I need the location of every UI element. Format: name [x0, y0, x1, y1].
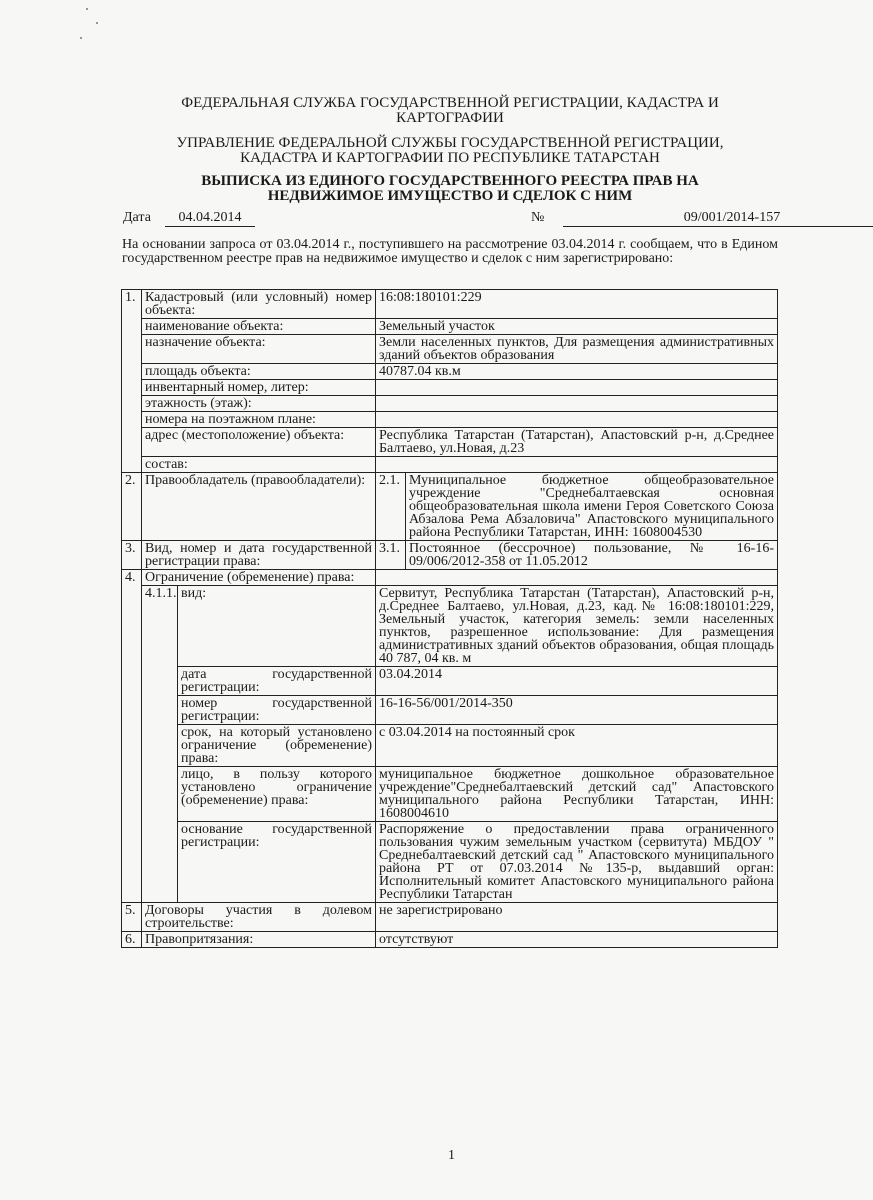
encumbrance-regnum-label: номер государственной регистрации: — [178, 696, 376, 725]
encumbrance-type-value: Сервитут, Республика Татарстан (Татарстан), Апастовский р-н, д.Среднее Балтаево, ул.Новая, д.23, кад.№ 16:08:180101:229, Земельный участок, категория земель: земли населенных пунктов, разрешенное использование: Для размещения административных зданий объектов образования, общая площадь 40 787, 04 кв. м — [376, 586, 778, 667]
composition-label: состав: — [142, 457, 376, 473]
encumbrance-date-value: 03.04.2014 — [376, 667, 778, 696]
claims-label: Правопритязания: — [142, 932, 376, 948]
row-encumbrance-regnum — [122, 696, 778, 725]
floors-label: этажность (этаж): — [142, 396, 376, 412]
sub-number: 3.1. — [376, 541, 406, 570]
section-number: 1. — [122, 290, 142, 473]
document-title: ВЫПИСКА ИЗ ЕДИНОГО ГОСУДАРСТВЕННОГО РЕЕСТРА ПРАВ НА НЕДВИЖИМОЕ ИМУЩЕСТВО И СДЕЛОК С НИМ — [201, 173, 699, 204]
encumbrance-type-label: вид: — [178, 586, 376, 667]
registry-table — [121, 289, 778, 948]
intro-paragraph: На основании запроса от 03.04.2014 г., поступившего на рассмотрение 03.04.2014 г. сообщаем, что в Едином государственном реестре прав на недвижимое имущество и сделок с ним зарегистрировано: — [122, 237, 778, 266]
encumbrance-label: Ограничение (обременение) права: — [142, 570, 376, 586]
right-registration-label: Вид, номер и дата государственной регистрации права: — [142, 541, 376, 570]
floor-plan-label: номера на поэтажном плане: — [142, 412, 376, 428]
section-number: 3. — [122, 541, 142, 570]
section-number: 5. — [122, 903, 142, 932]
object-name-label: наименование объекта: — [142, 319, 376, 335]
right-holder-label: Правообладатель (правообладатели): — [142, 473, 376, 541]
encumbrance-term-value: с 03.04.2014 на постоянный срок — [376, 725, 778, 767]
right-registration-value: Постоянное (бессрочное) пользование, № 16-16-09/006/2012-358 от 11.05.2012 — [406, 541, 778, 570]
cadastral-value: 16:08:180101:229 — [376, 290, 778, 319]
row-inventory-number — [122, 380, 778, 396]
object-area-label: площадь объекта: — [142, 364, 376, 380]
right-holder-value: Муниципальное бюджетное общеобразовательное учреждение "Среднебалтаевская основная общеобразовательная школа имени Героя Советского Союза Абзалова Рема Абзаловича" Апастовского муниципального района Республики Татарстан, ИНН: 1608004530 — [406, 473, 778, 541]
date-value: 04.04.2014 — [165, 210, 255, 227]
object-area-value: 40787.04 кв.м — [376, 364, 778, 380]
date-number-line — [123, 210, 781, 228]
row-shared-construction — [122, 903, 778, 932]
section-number: 4. — [122, 570, 142, 903]
floors-value — [376, 396, 778, 412]
inventory-value — [376, 380, 778, 396]
section-number: 6. — [122, 932, 142, 948]
number-value: 09/001/2014-157 — [563, 210, 873, 227]
object-name-value: Земельный участок — [376, 319, 778, 335]
row-encumbrance-type — [122, 586, 778, 667]
date-label: Дата — [123, 210, 151, 225]
scan-speck — [80, 37, 82, 39]
row-object-purpose — [122, 335, 778, 364]
office-name: УПРАВЛЕНИЕ ФЕДЕРАЛЬНОЙ СЛУЖБЫ ГОСУДАРСТВЕННОЙ РЕГИСТРАЦИИ, КАДАСТРА И КАРТОГРАФИИ ПО РЕСПУБЛИКЕ ТАТАРСТАН — [176, 135, 724, 166]
claims-value: отсутствуют — [376, 932, 778, 948]
row-claims — [122, 932, 778, 948]
sub-number: 2.1. — [376, 473, 406, 541]
row-cadastral-number — [122, 290, 778, 319]
object-purpose-value: Земли населенных пунктов, Для размещения административных зданий объектов образования — [376, 335, 778, 364]
row-encumbrance-date — [122, 667, 778, 696]
encumbrance-basis-label: основание государственной регистрации: — [178, 822, 376, 903]
cadastral-label: Кадастровый (или условный) номер объекта: — [142, 290, 376, 319]
address-value: Республика Татарстан (Татарстан), Апастовский р-н, д.Среднее Балтаево, ул.Новая, д.23 — [376, 428, 778, 457]
scan-speck — [96, 22, 98, 24]
row-composition — [122, 457, 778, 473]
encumbrance-regnum-value: 16-16-56/001/2014-350 — [376, 696, 778, 725]
address-label: адрес (местоположение) объекта: — [142, 428, 376, 457]
sub-number: 4.1.1. — [142, 586, 178, 903]
row-object-name — [122, 319, 778, 335]
floor-plan-value — [376, 412, 778, 428]
section-number: 2. — [122, 473, 142, 541]
page-number: 1 — [448, 1148, 455, 1163]
row-floors — [122, 396, 778, 412]
encumbrance-beneficiary-label: лицо, в пользу которого установлено ограничение (обременение) права: — [178, 767, 376, 822]
encumbrance-term-label: срок, на который установлено ограничение (обременение) права: — [178, 725, 376, 767]
encumbrance-beneficiary-value: муниципальное бюджетное дошкольное образовательное учреждение"Среднебалтаевский детский сад" Апастовского муниципального района Республики Татарстан, ИНН: 1608004610 — [376, 767, 778, 822]
scan-speck — [86, 8, 88, 10]
encumbrance-value — [376, 570, 778, 586]
shared-construction-value: не зарегистрировано — [376, 903, 778, 932]
row-floor-plan — [122, 412, 778, 428]
row-encumbrance-beneficiary — [122, 767, 778, 822]
row-encumbrance-term — [122, 725, 778, 767]
object-purpose-label: назначение объекта: — [142, 335, 376, 364]
row-object-area — [122, 364, 778, 380]
row-encumbrance — [122, 570, 778, 586]
agency-name: ФЕДЕРАЛЬНАЯ СЛУЖБА ГОСУДАРСТВЕННОЙ РЕГИСТРАЦИИ, КАДАСТРА И КАРТОГРАФИИ — [181, 95, 719, 126]
row-right-holder — [122, 473, 778, 541]
composition-value — [376, 457, 778, 473]
row-address — [122, 428, 778, 457]
inventory-label: инвентарный номер, литер: — [142, 380, 376, 396]
number-label: № — [531, 210, 545, 225]
encumbrance-date-label: дата государственной регистрации: — [178, 667, 376, 696]
shared-construction-label: Договоры участия в долевом строительстве: — [142, 903, 376, 932]
row-right-registration — [122, 541, 778, 570]
row-encumbrance-basis — [122, 822, 778, 903]
encumbrance-basis-value: Распоряжение о предоставлении права ограниченного пользования чужим земельным участком (сервитута) МБДОУ " Среднебалтаевский детский сад " Апастовского муниципального района РТ от 07.03.2014 №135-р, выдавший орган: Исполнительный комитет Апастовского муниципального района Республики Татарстан — [376, 822, 778, 903]
